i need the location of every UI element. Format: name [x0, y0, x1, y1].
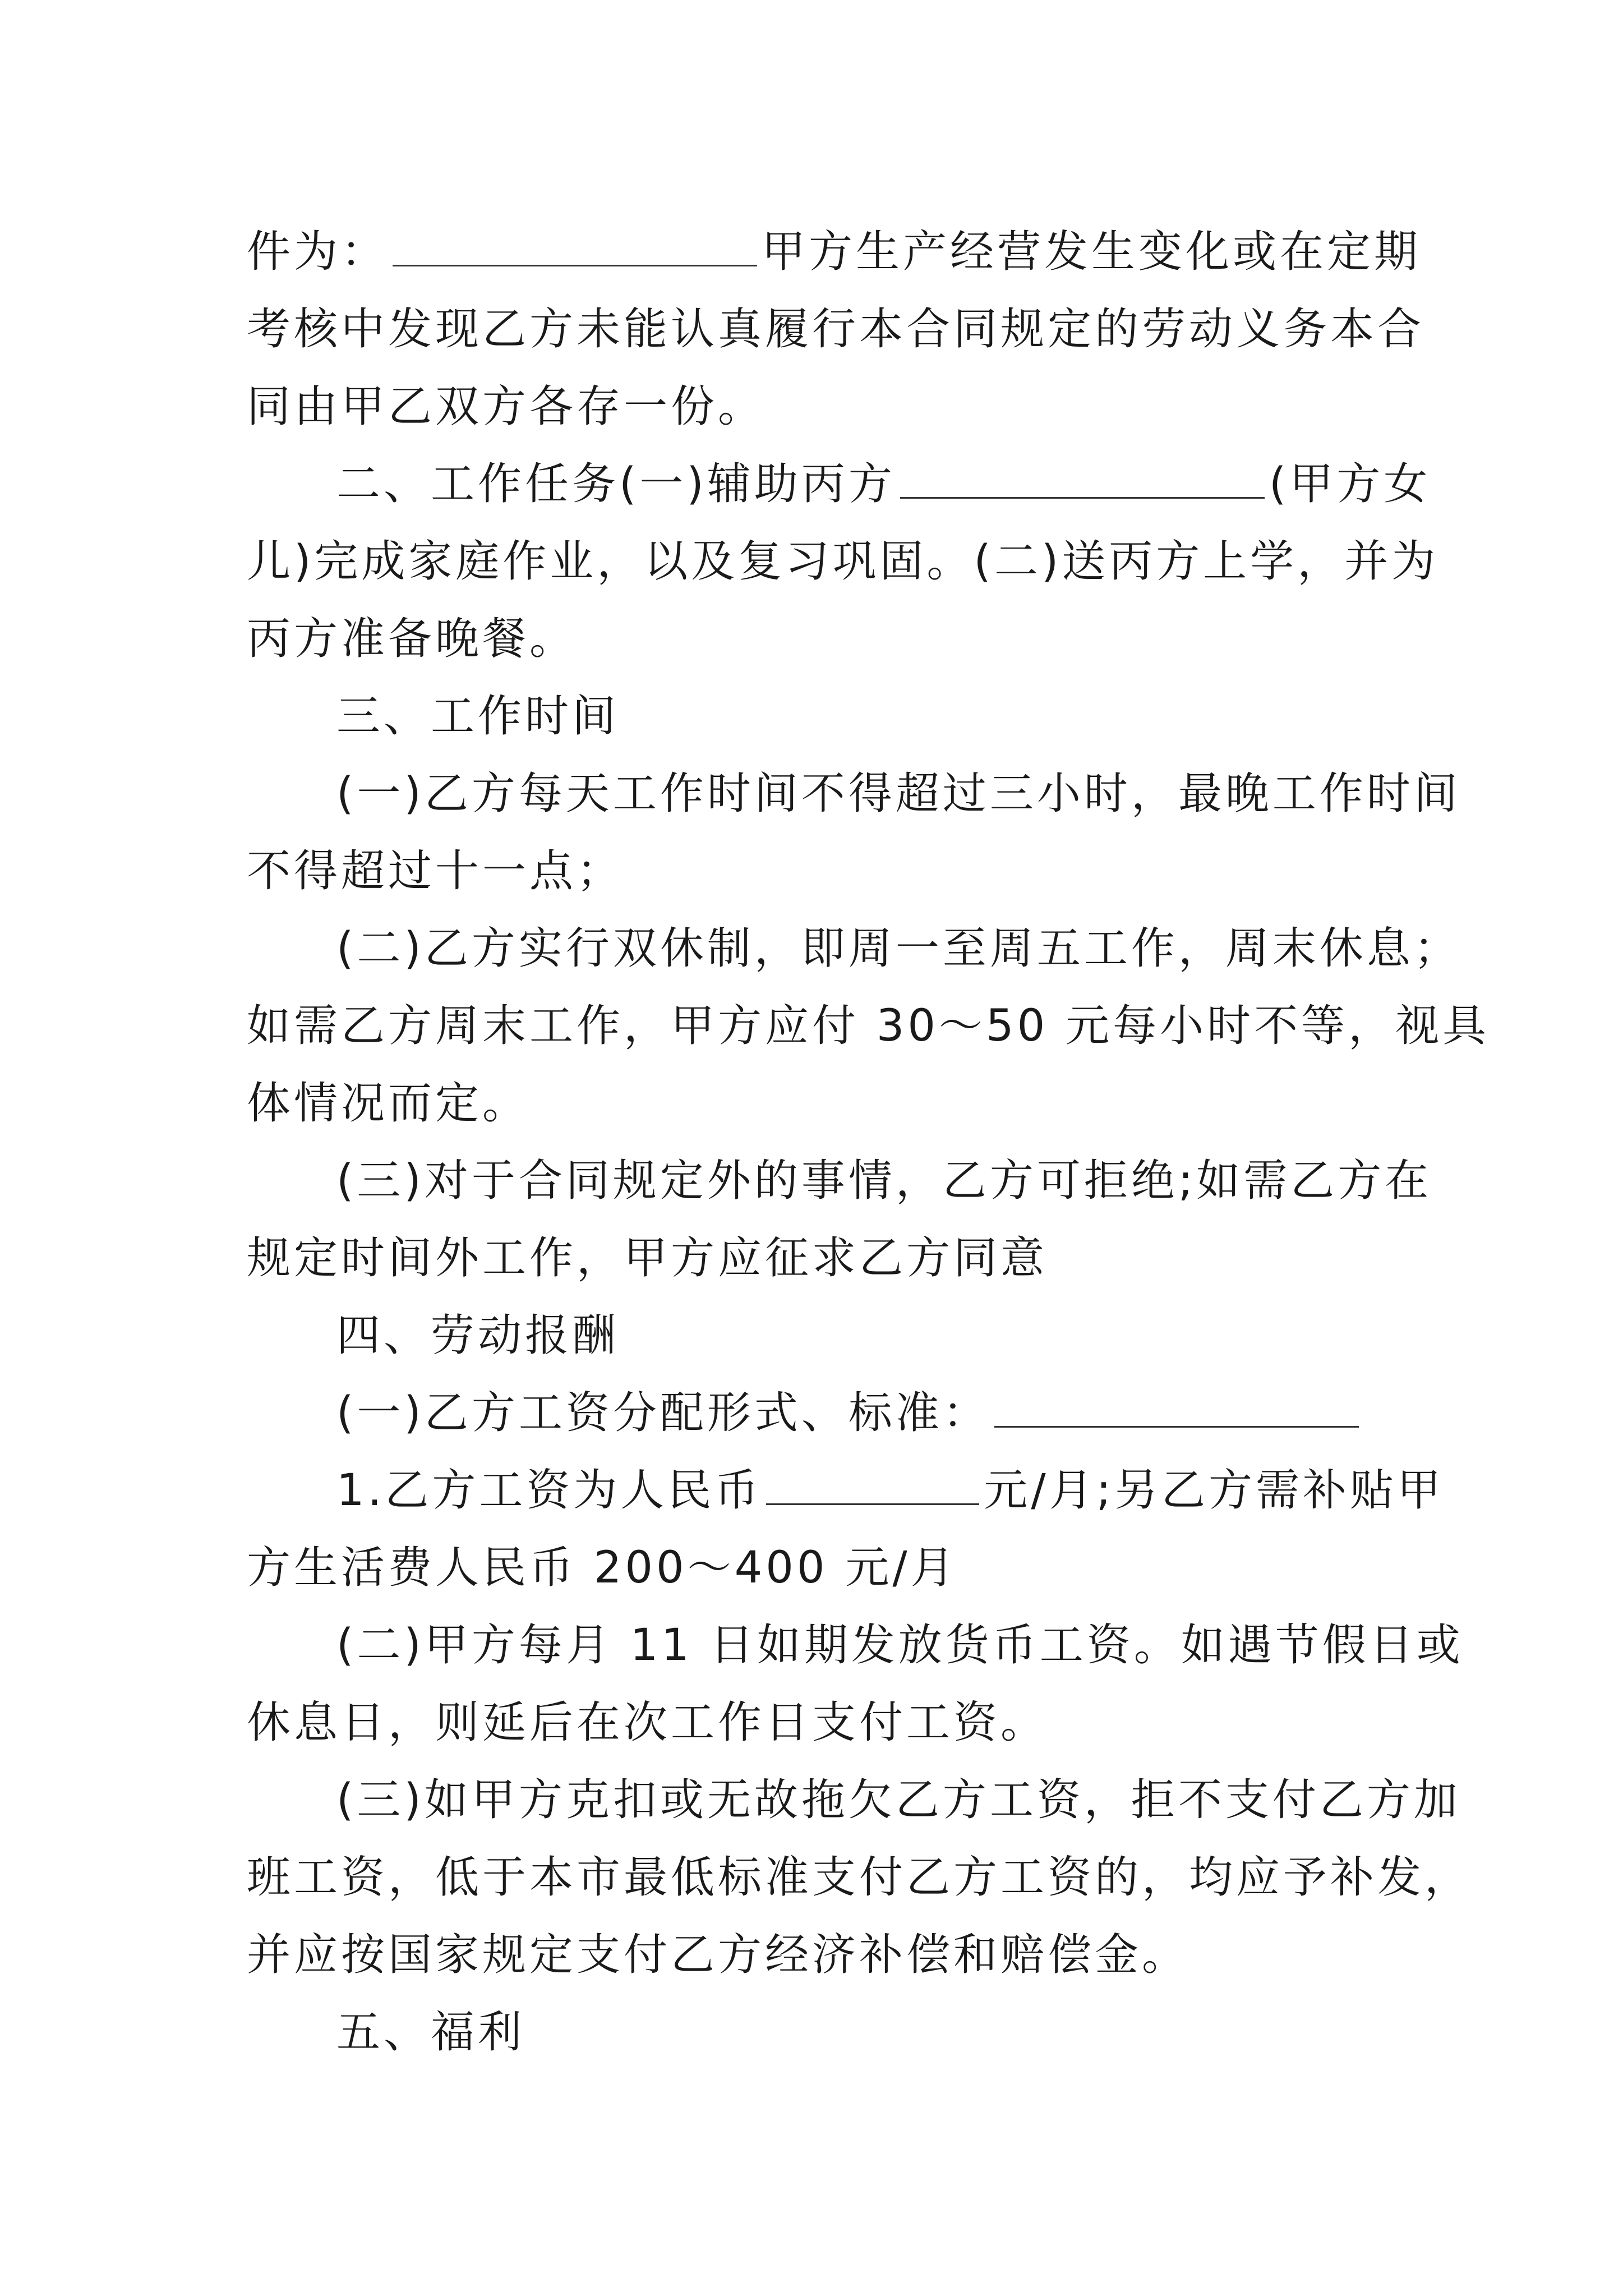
paragraph-weekend-rules [247, 910, 1490, 1142]
text-line: 不得超过十一点； [247, 846, 624, 896]
paragraph-payday [247, 1607, 1464, 1761]
section-heading-welfare [247, 1994, 1380, 2071]
text-line: 件为： 甲方生产经营发生变化或在定期 [247, 213, 1380, 291]
text-line: 考核中发现乙方未能认真履行本合同规定的劳动义务本合 [247, 304, 1425, 355]
text-line: 如需乙方周末工作，甲方应付 30～50 元每小时不等，视具 [247, 1001, 1490, 1051]
text-line: 规定时间外工作，甲方应征求乙方同意 [247, 1233, 1048, 1283]
text-line: 体情况而定。 [247, 1078, 530, 1129]
fill-in-blank [900, 455, 1265, 499]
text-line: 丙方准备晚餐。 [247, 614, 577, 664]
text-line: 班工资，低于本市最低标准支付乙方工资的，均应予补发， [247, 1852, 1472, 1903]
text-line: (二)乙方实行双休制，即周一至周五工作，周末休息； [336, 923, 1461, 974]
text-line: (三)如甲方克扣或无故拖欠乙方工资，拒不支付乙方加 [336, 1775, 1461, 1825]
paragraph-contract-terms [247, 213, 1425, 445]
text-line: (一)乙方每天工作时间不得超过三小时，最晚工作时间 [336, 769, 1461, 819]
paragraph-work-tasks [247, 445, 1439, 678]
fill-in-blank [994, 1384, 1359, 1428]
paragraph-daily-hours [247, 755, 1461, 910]
section-heading-work-time [247, 678, 1380, 755]
text-line: 休息日，则延后在次工作日支付工资。 [247, 1697, 1048, 1748]
fill-in-blank [766, 1462, 979, 1505]
document-body [247, 213, 1490, 2071]
text-line: (三)对于合同规定外的事情，乙方可拒绝;如需乙方在 [336, 1156, 1432, 1206]
text-line: (二)甲方每月 11 日如期发放货币工资。如遇节假日或 [336, 1620, 1464, 1671]
text-line: 并应按国家规定支付乙方经济补偿和赔偿金。 [247, 1930, 1189, 1980]
paragraph-extra-work [247, 1142, 1432, 1297]
paragraph-wage-arrears [247, 1761, 1472, 1994]
text-line: 方生活费人民币 200～400 元/月 [247, 1543, 958, 1593]
text-line: 1.乙方工资为人民币 元/月;另乙方需补贴甲 [247, 1452, 1380, 1529]
paragraph-wage-form [247, 1374, 1380, 1452]
text-line: 儿)完成家庭作业，以及复习巩固。(二)送丙方上学，并为 [247, 536, 1439, 587]
text-line: 同由甲乙双方各存一份。 [247, 381, 766, 432]
paragraph-wage-amount [247, 1452, 1444, 1607]
heading-line: 三、工作时间 [336, 691, 620, 742]
text-line: 二、工作任务(一)辅助丙方 (甲方女 [247, 445, 1380, 523]
text-line: (一)乙方工资分配形式、标准： [247, 1374, 1380, 1452]
heading-line: 四、劳动报酬 [336, 1310, 620, 1361]
section-heading-remuneration [247, 1297, 1380, 1374]
heading-line: 五、福利 [336, 2007, 525, 2058]
fill-in-blank [393, 223, 757, 266]
